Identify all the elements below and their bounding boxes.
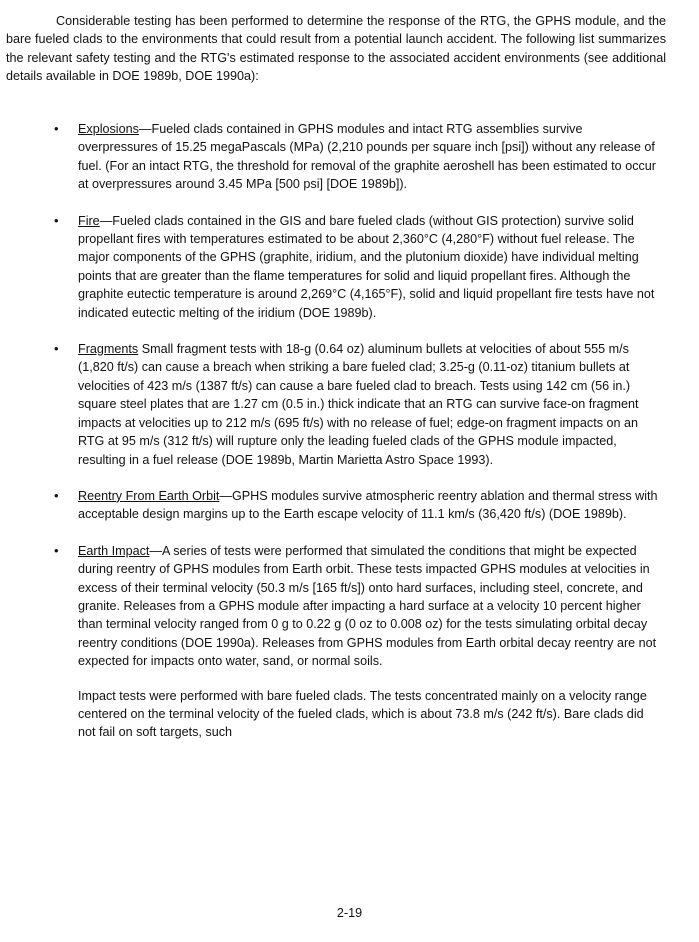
bullet-icon: • — [54, 121, 59, 136]
intro-paragraph: Considerable testing has been performed to determine the response of the RTG, the GPHS module, and the bare fueled clads to the environments that could result from a potential launch accident. The following list summarizes the relevant safety testing and the RTG's estimated response to the associated accident environments (see additional details available in DOE 1989b, DOE 1990a): — [6, 14, 666, 84]
bullet-icon: • — [54, 487, 59, 503]
item-text: —Fueled clads contained in the GIS and bare fueled clads (without GIS protection) survive solid propellant fires with temperatures estimated to be about 2,360°C (4,280°F) without fuel release. The major components of the GPHS (graphite, iridium, and the plutonium dioxide) have individual melting points that are greater than the flame temperatures for solid and liquid propellant fires. Although the graphite eutectic temperature is around 2,269°C (4,165°F), solid and liquid propellant fire tests have not indicated eutectic melting of the iridium (DOE 1989b). — [78, 213, 655, 320]
bullet-icon: • — [54, 212, 59, 228]
page-number: 2-19 — [336, 906, 363, 920]
list-item-fire — [0, 212, 664, 322]
bullet-icon: • — [54, 341, 59, 357]
safety-test-list — [0, 120, 699, 760]
item-text: —Fueled clads contained in GPHS modules and intact RTG assemblies survive overpressures of 15.25 megaPascals (MPa) (2,210 pounds per square inch [psi]) without any release of fuel. (For an intact RTG, the threshold for removal of the graphite aeroshell has been estimated to occur at overpressures around 3.45 MPa [500 psi] [DOE 1989b]). — [78, 122, 656, 192]
item-term: Earth Impact — [78, 543, 150, 558]
list-item-earth-impact — [0, 542, 664, 742]
list-item-explosions — [0, 120, 664, 194]
item-term: Reentry From Earth Orbit — [78, 488, 220, 503]
list-item-reentry — [0, 487, 664, 524]
bullet-icon: • — [54, 542, 59, 558]
list-item-fragments — [0, 340, 664, 469]
item-continuation: Impact tests were performed with bare fueled clads. The tests concentrated mainly on a velocity range centered on the terminal velocity of the fueled clads, which is about 73.8 m/s (242 ft/s). Bare clads did not fail on soft targets, such — [78, 688, 647, 740]
item-term: Fire — [78, 213, 100, 228]
item-term: Explosions — [78, 122, 139, 136]
item-text: —A series of tests were performed that simulated the conditions that might be expected during reentry of GPHS modules from Earth orbit. These tests impacted GPHS modules at velocities in excess of their terminal velocity (50.3 m/s [165 ft/s]) onto hard surfaces, including steel, concrete, and granite. Releases from a GPHS module after impacting a hard surface at a velocity 10 percent higher than terminal velocity ranged from 0 g to 0.22 g (0 oz to 0.008 oz) for the tests simulating orbital decay reentry conditions (DOE 1990a). Releases from GPHS modules from Earth orbital decay reentry are not expected for impacts onto water, sand, or normal soils. — [78, 543, 657, 669]
item-term: Fragments — [78, 342, 139, 357]
item-text: —GPHS modules survive atmospheric reentry ablation and thermal stress with acceptable design margins up to the Earth escape velocity of 11.1 km/s (36,420 ft/s) (DOE 1989b). — [78, 488, 658, 522]
item-text: Small fragment tests with 18-g (0.64 oz) aluminum bullets at velocities of about 555 m/s (1,820 ft/s) can cause a breach when striking a bare fueled clad; 3.25-g (0.11-oz) titanium bullets at velocities of 423 m/s (1387 ft/s) can cause a bare fueled clad to breach. Tests using 142 cm (56 in.) square steel plates that are 1.27 cm (0.5 in.) thick indicate that an RTG can survive face-on fragment impacts at velocities up to 212 m/s (695 ft/s) with no release of fuel; edge-on fragment impacts on an RTG at 95 m/s (312 ft/s) will rupture only the leading fueled clads of the GPHS module impacted, resulting in a fuel release (DOE 1989b, Martin Marietta Astro Space 1993). — [78, 342, 639, 467]
